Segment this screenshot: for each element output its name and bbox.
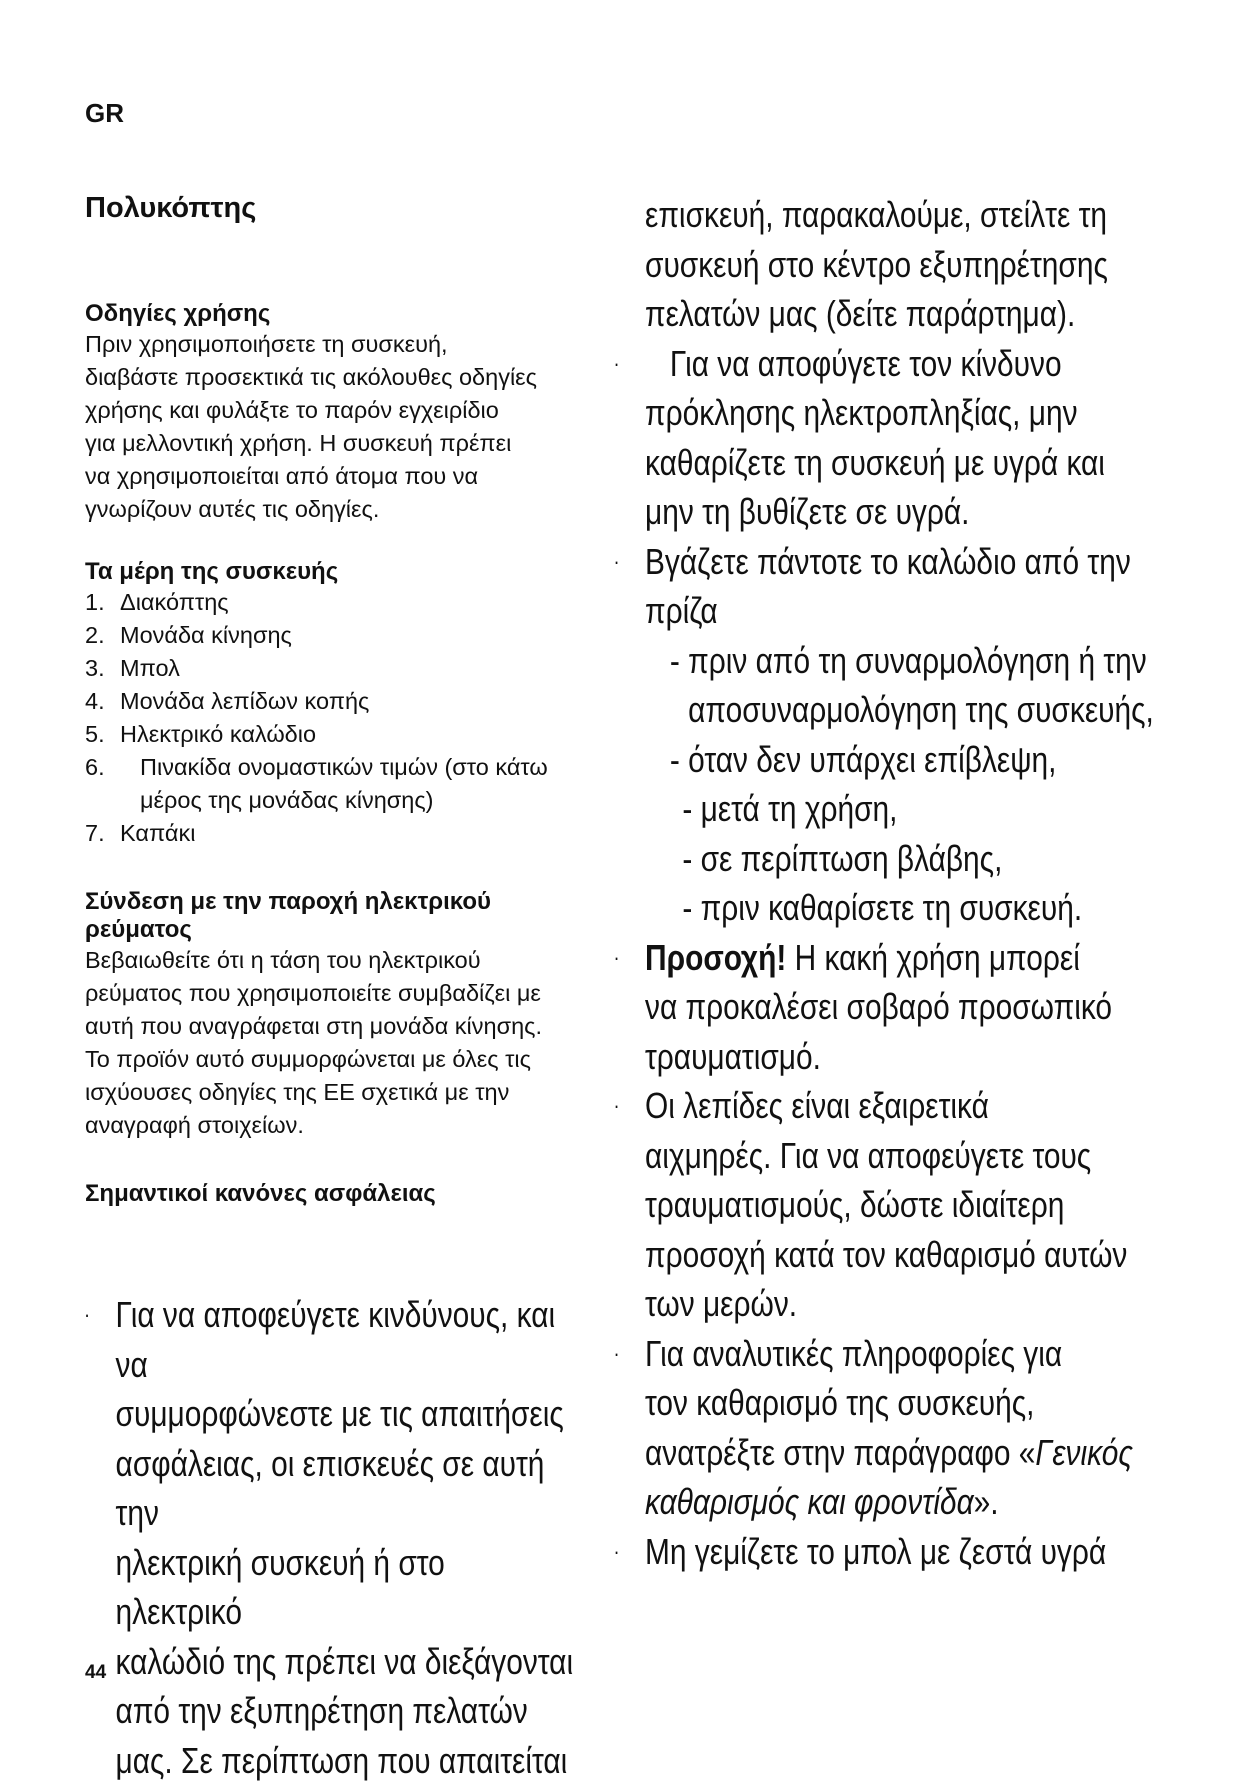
- safety-bullet-blades: · Οι λεπίδες είναι εξαιρετικά αιχμηρές. Για να αποφεύγετε τους τραυματισμούς, δώστε ιδιαίτερη προσοχή κατά τον καθαρισμό αυτών των μερών.: [613, 1085, 1128, 1324]
- parts-heading: Τα μέρη της συσκευής: [85, 558, 339, 585]
- safety-bullet-caution: · Προσοχή! Η κακή χρήση μπορεί να προκαλέσει σοβαρό προσωπικό τραυματισμό.: [613, 936, 1113, 1077]
- right-column: [613, 190, 1164, 1576]
- usage-text: [85, 328, 610, 526]
- text-line: Πριν χρησιμοποιήσετε τη συσκευή,: [85, 331, 448, 357]
- connection-heading: Σύνδεση με την παροχή ηλεκτρικού ρεύματος: [85, 888, 492, 943]
- caution-word: Προσοχή!: [645, 936, 787, 978]
- safety-bullet-cleaning: · Για αναλυτικές πληροφορίες για τον καθαρισμό της συσκευής, ανατρέξτε στην παράγραφο «Γενικός καθαρισμός και φροντίδα».: [613, 1332, 1133, 1522]
- safety-bullet-repairs: · Για να αποφεύγετε κινδύνους, και να συμμορφώνεστε με τις απαιτήσεις ασφάλειας, οι επισκευές σε αυτή την ηλεκτρική συσκευή ή στο ηλεκτρικό καλώδιό της πρέπει να διεξάγονται από την εξυπηρέτηση πελατών μας. Σε περίπτωση που απαιτείται: [84, 1294, 574, 1781]
- language-code: GR: [85, 98, 124, 128]
- list-item: 1. Διακόπτης: [85, 589, 229, 615]
- list-item: 4. Μονάδα λεπίδων κοπής: [85, 688, 370, 714]
- page-number: 44: [85, 1662, 107, 1683]
- text-line: διαβάστε προσεκτικά τις ακόλουθες οδηγίες: [85, 364, 537, 390]
- text-line: να χρησιμοποιείται από άτομα που να: [85, 463, 479, 489]
- safety-bullet-hot-liquids: · Μη γεμίζετε το μπολ με ζεστά υγρά: [613, 1530, 1107, 1572]
- connection-text: Βεβαιωθείτε ότι η τάση του ηλεκτρικού ρεύματος που χρησιμοποιείτε συμβαδίζει με αυτή που αναγράφεται στη μονάδα κίνησης. Το προϊόν αυτό συμμορφώνεται με όλες τις ισχύουσες οδηγίες της ΕΕ σχετικά με την αναγραφή στοιχείων.: [85, 947, 543, 1138]
- continued-text: επισκευή, παρακαλούμε, στείλτε τη συσκευή στο κέντρο εξυπηρέτησης πελατών μας (δείτε παράρτημα).: [645, 194, 1108, 334]
- list-item: 5. Ηλεκτρικό καλώδιο: [85, 721, 317, 747]
- text-line: χρήσης και φυλάξτε το παρόν εγχειρίδιο: [85, 397, 499, 423]
- list-item: 2. Μονάδα κίνησης: [85, 622, 292, 648]
- safety-bullet-unplug: · Βγάζετε πάντοτε το καλώδιο από την πρίζα - πριν από τη συναρμολόγηση ή την αποσυναρμολόγηση της συσκευής, - όταν δεν υπάρχει επίβλεψη, - μετά τη χρήση, - σε περίπτωση βλάβης, - πριν καθαρίσετε τη συσκευή.: [613, 540, 1154, 928]
- text-line: γνωρίζουν αυτές τις οδηγίες.: [85, 496, 380, 522]
- text-line: για μελλοντική χρήση. Η συσκευή πρέπει: [85, 430, 512, 456]
- list-item: 6. Πινακίδα ονομαστικών τιμών (στο κάτω μέρος της μονάδας κίνησης): [85, 754, 548, 813]
- page-title: Πολυκόπτης: [85, 192, 257, 224]
- safety-heading: Σημαντικοί κανόνες ασφάλειας: [85, 1180, 436, 1207]
- parts-list: [85, 586, 610, 850]
- list-item: 3. Μπολ: [85, 655, 180, 681]
- usage-heading: Οδηγίες χρήσης: [85, 300, 271, 327]
- left-column: [85, 300, 610, 1208]
- list-item: 7. Καπάκι: [85, 820, 196, 846]
- section-reference: Γενικός: [1035, 1431, 1133, 1473]
- safety-bullet-shock: · Για να αποφύγετε τον κίνδυνο πρόκλησης ηλεκτροπληξίας, μην καθαρίζετε τη συσκευή με υγρά και μην τη βυθίζετε σε υγρά.: [613, 342, 1105, 532]
